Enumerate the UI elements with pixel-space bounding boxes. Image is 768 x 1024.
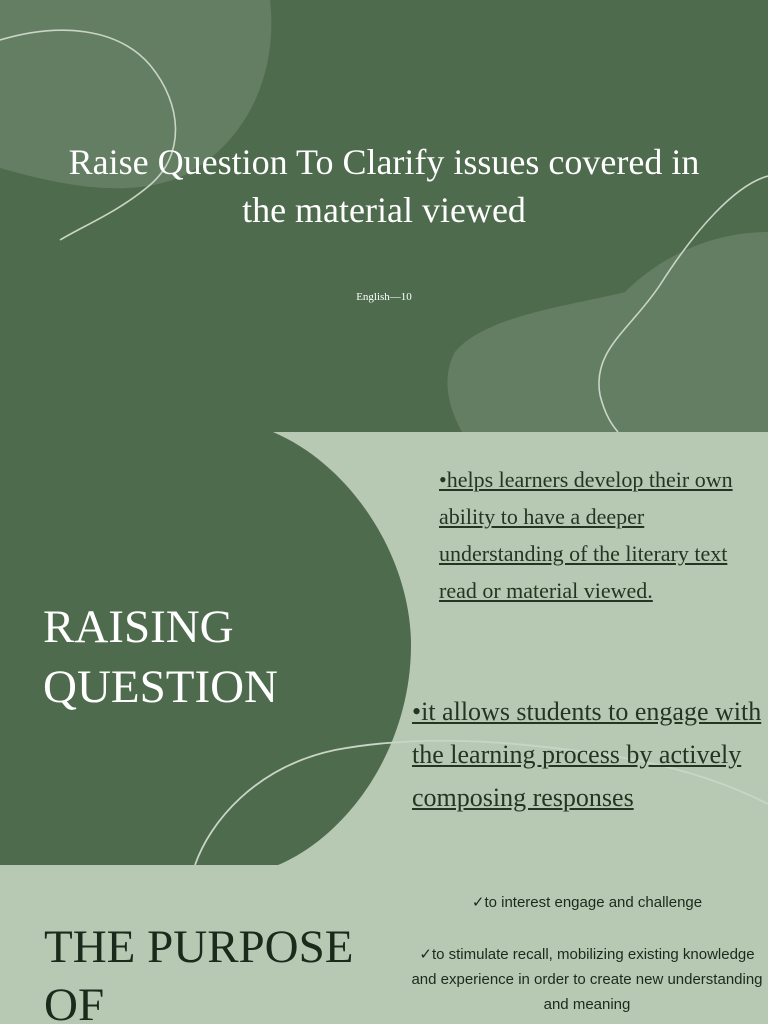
heading-line-2: QUESTION (43, 661, 278, 713)
slide-heading (44, 918, 353, 1024)
slide-heading (43, 597, 278, 717)
bullet-point-1: •helps learners develop their own ability to have a deeper understanding of the literary text read or material viewed. (439, 467, 733, 603)
heading-line-1: THE PURPOSE (44, 921, 354, 973)
purpose-point-1: ✓to interest engage and challenge (471, 894, 703, 911)
bullet-point-2: •it allows students to engage with the learning process by actively composing responses (412, 697, 762, 812)
purpose-point-2: ✓to stimulate recall, mobilizing existing knowledge and experience in order to create new understanding and meaning (411, 946, 763, 1013)
purpose-slide (0, 868, 768, 1024)
slide-title: Raise Question To Clarify issues covered in the material viewed (68, 142, 700, 230)
right-blob (447, 232, 768, 432)
heading-line-1: RAISING (43, 601, 234, 653)
heading-line-2: OF (44, 979, 105, 1024)
raising-question-slide (0, 432, 768, 865)
slide-subtitle: English—10 (356, 291, 412, 303)
title-slide (0, 0, 768, 432)
